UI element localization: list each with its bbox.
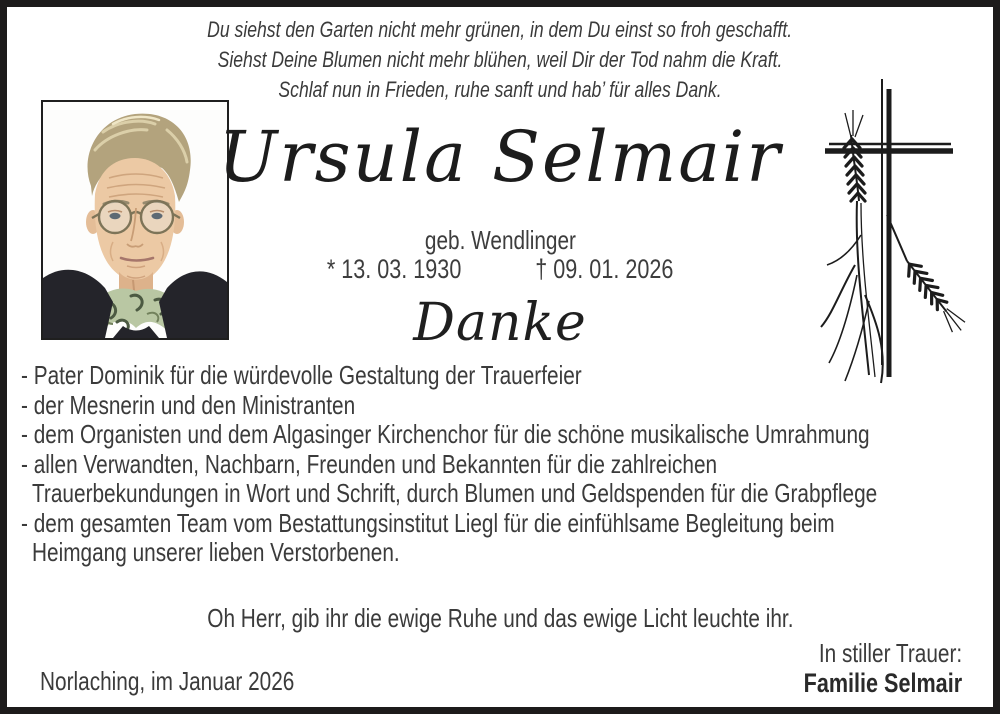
thanks-item-continuation: Trauerbekundungen in Wort und Schrift, durch Blumen und Geldspenden für die Grabpflege: [32, 478, 878, 508]
thanks-item: - dem Organisten und dem Algasinger Kirchenchor für die schöne musikalische Umrahmung: [21, 419, 870, 449]
verse-line-2: Siehst Deine Blumen nicht mehr blühen, weil Dir der Tod nahm die Kraft.: [217, 47, 783, 72]
cross-and-wheat-icon: [815, 65, 975, 395]
thanks-item: - dem gesamten Team vom Bestattungsinstitut Liegl für die einfühlsame Begleitung beim: [21, 507, 835, 538]
thanks-item: - allen Verwandten, Nachbarn, Freunden und Bekannten für die zahlreichen: [21, 448, 718, 479]
family-name: Familie Selmair: [803, 668, 962, 698]
thanks-item-continuation: Heimgang unserer lieben Verstorbenen.: [32, 537, 400, 567]
birth-date: * 13. 03. 1930: [326, 254, 461, 284]
maiden-name: geb. Wendlinger: [424, 225, 576, 255]
closing-phrase: In stiller Trauer:: [818, 638, 962, 668]
thanks-list: [21, 361, 987, 568]
mourning-block: [764, 639, 962, 698]
thanks-item: - Pater Dominik für die würdevolle Gestaltung der Trauerfeier: [21, 360, 582, 390]
thanks-heading: Danke: [413, 293, 587, 353]
death-date: † 09. 01. 2026: [535, 254, 674, 284]
thanks-item: - der Mesnerin und den Ministranten: [21, 389, 356, 420]
verse-line-3: Schlaf nun in Frieden, ruhe sanft und hab’ für alles Dank.: [278, 77, 722, 102]
verse-line-1: Du siehst den Garten nicht mehr grünen, in dem Du einst so froh geschafft.: [207, 17, 793, 42]
place-and-date: Norlaching, im Januar 2026: [40, 666, 295, 696]
deceased-name: Ursula Selmair: [218, 116, 782, 198]
prayer-line: Oh Herr, gib ihr die ewige Ruhe und das ewige Licht leuchte ihr.: [206, 603, 794, 633]
